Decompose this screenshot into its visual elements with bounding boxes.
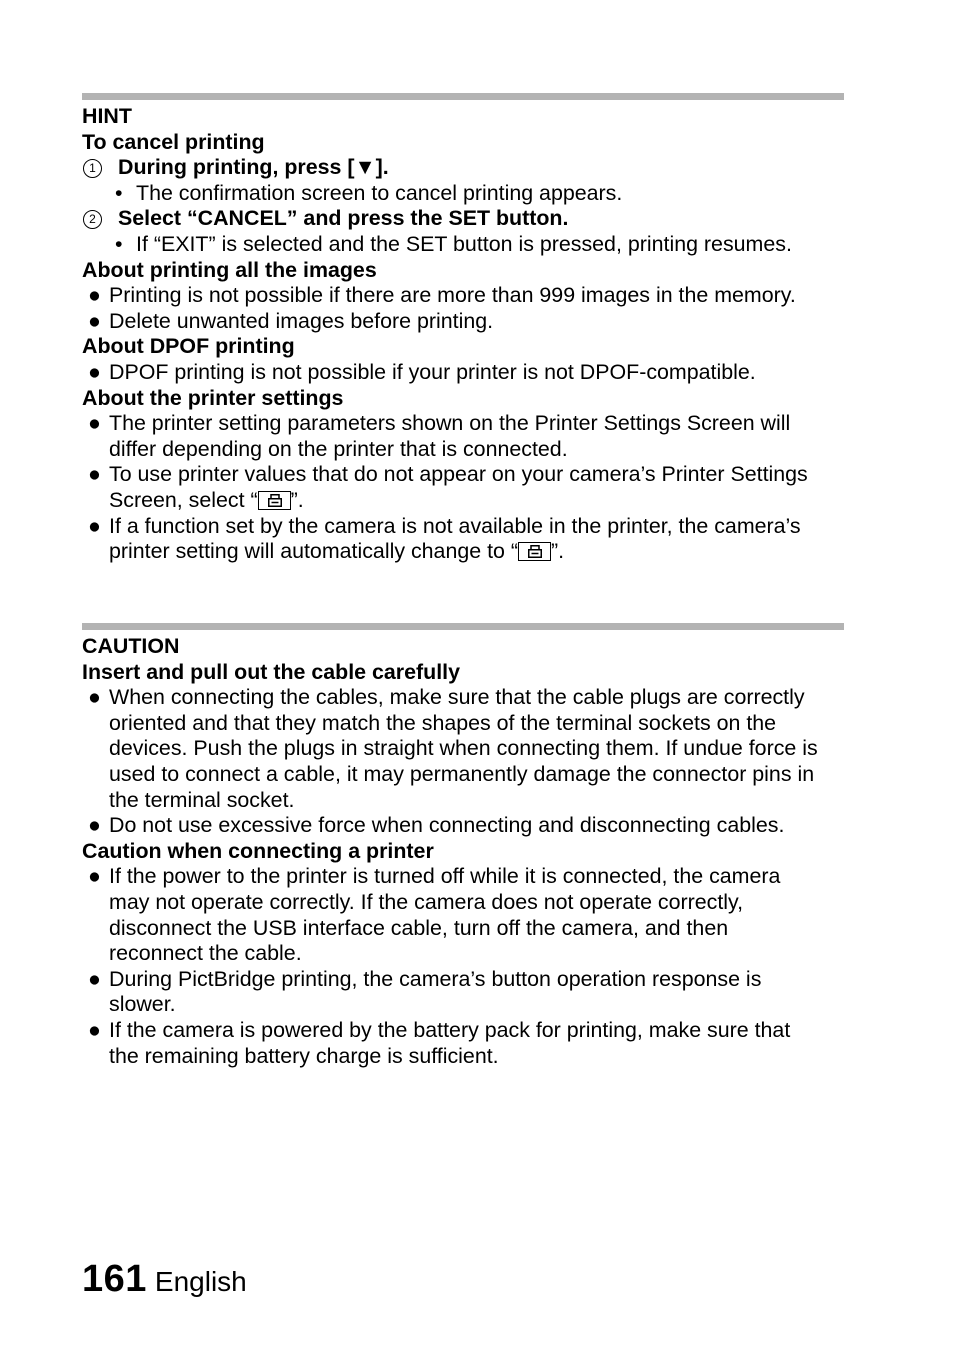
- list-item-text: If the camera is powered by the battery pack for printing, make sure that: [109, 1017, 791, 1042]
- cancel-printing-title: To cancel printing: [82, 129, 265, 154]
- printer-settings-title: About the printer settings: [82, 385, 344, 410]
- step-1-note-text: The confirmation screen to cancel printing appears.: [136, 180, 623, 205]
- text-after-icon: ”.: [551, 539, 565, 564]
- bullet: ●: [88, 813, 101, 838]
- bullet: ●: [88, 283, 101, 308]
- bullet: ●: [88, 411, 101, 436]
- text-after-icon: ”.: [290, 487, 304, 512]
- sub-bullet: •: [115, 180, 123, 205]
- printer-default-icon: [518, 542, 551, 561]
- all-images-title: About printing all the images: [82, 257, 377, 282]
- list-item-text: During PictBridge printing, the camera’s button operation response is: [109, 966, 762, 991]
- step-number-2: 2: [83, 210, 102, 229]
- list-item: [82, 283, 844, 309]
- step-number-1: 1: [83, 159, 102, 178]
- list-item-text: To use printer values that do not appear on your camera’s Printer Settings: [109, 462, 808, 487]
- list-item: [82, 1018, 844, 1069]
- list-item: [82, 462, 844, 513]
- bullet: ●: [88, 462, 101, 487]
- cable-title: Insert and pull out the cable carefully: [82, 659, 460, 684]
- hint-section: [82, 93, 844, 565]
- printer-caution-title: Caution when connecting a printer: [82, 838, 434, 863]
- list-item: [82, 685, 844, 813]
- text-before-icon: printer setting will automatically change to “: [109, 539, 518, 564]
- cancel-step-2-note: [82, 232, 844, 258]
- list-item-text-with-icon: [109, 488, 844, 514]
- step-1-text: During printing, press [▼].: [118, 155, 389, 180]
- list-item-text: slower.: [109, 992, 176, 1017]
- bullet: ●: [88, 1017, 101, 1042]
- bullet: ●: [88, 864, 101, 889]
- list-item: [82, 309, 844, 335]
- list-item-text: reconnect the cable.: [109, 941, 302, 966]
- list-item-text: Delete unwanted images before printing.: [109, 308, 494, 333]
- list-item: [82, 967, 844, 1018]
- cancel-step-1: [82, 155, 844, 181]
- list-item-text: the terminal socket.: [109, 787, 295, 812]
- list-item: [82, 813, 844, 839]
- list-item: [82, 514, 844, 565]
- step-2-note-text: If “EXIT” is selected and the SET button is pressed, printing resumes.: [136, 231, 792, 256]
- step-2-text: Select “CANCEL” and press the SET button.: [118, 206, 569, 231]
- printer-default-icon: [258, 491, 291, 510]
- caution-heading: CAUTION: [82, 634, 180, 658]
- list-item-text: may not operate correctly. If the camera does not operate correctly,: [109, 889, 744, 914]
- page-language: English: [154, 1266, 247, 1297]
- hint-heading: HINT: [82, 104, 132, 128]
- caution-section: [82, 623, 844, 1069]
- list-item: [82, 864, 844, 966]
- list-item-text: DPOF printing is not possible if your printer is not DPOF-compatible.: [109, 359, 756, 384]
- list-item-text: If the power to the printer is turned off while it is connected, the camera: [109, 864, 781, 889]
- page-footer: [82, 1258, 247, 1301]
- bullet: ●: [88, 308, 101, 333]
- list-item-text: Do not use excessive force when connecting and disconnecting cables.: [109, 813, 785, 838]
- text-before-icon: Screen, select “: [109, 487, 258, 512]
- list-item-text: The printer setting parameters shown on the Printer Settings Screen will: [109, 411, 791, 436]
- dpof-title: About DPOF printing: [82, 334, 295, 359]
- page-number: 161: [82, 1258, 147, 1300]
- list-item: [82, 360, 844, 386]
- bullet: ●: [88, 359, 101, 384]
- list-item-text: If a function set by the camera is not available in the printer, the camera’s: [109, 513, 801, 538]
- list-item-text: devices. Push the plugs in straight when connecting them. If undue force is: [109, 736, 818, 761]
- list-item: [82, 411, 844, 462]
- cancel-step-2: [82, 206, 844, 232]
- bullet: ●: [88, 685, 101, 710]
- list-item-text: disconnect the USB interface cable, turn off the camera, and then: [109, 915, 729, 940]
- list-item-text-with-icon: [109, 539, 844, 565]
- list-item-text: Printing is not possible if there are more than 999 images in the memory.: [109, 283, 796, 308]
- cancel-step-1-note: [82, 181, 844, 207]
- list-item-text: the remaining battery charge is sufficient.: [109, 1043, 499, 1068]
- list-item-text: used to connect a cable, it may permanently damage the connector pins in: [109, 761, 815, 786]
- list-item-text: oriented and that they match the shapes of the terminal sockets on the: [109, 710, 777, 735]
- list-item-text: When connecting the cables, make sure that the cable plugs are correctly: [109, 685, 805, 710]
- sub-bullet: •: [115, 231, 123, 256]
- bullet: ●: [88, 966, 101, 991]
- bullet: ●: [88, 513, 101, 538]
- list-item-text: differ depending on the printer that is connected.: [109, 436, 568, 461]
